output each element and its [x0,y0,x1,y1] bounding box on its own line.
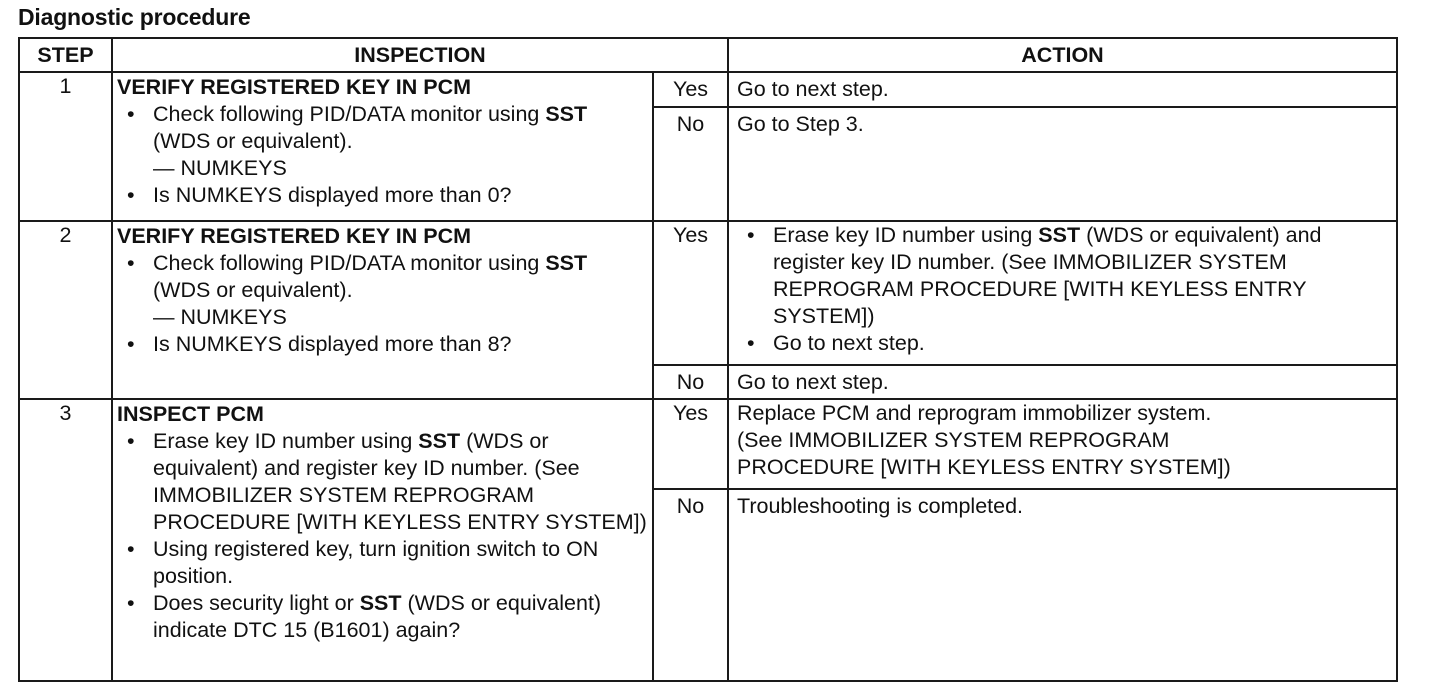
action-list [737,222,1390,357]
table-row [19,72,1397,107]
sub-item: — NUMKEYS [153,304,648,331]
page-title: Diagnostic procedure [18,4,251,30]
action-cell [728,221,1397,365]
list-item: • Check following PID/DATA monitor using SST (WDS or equivalent). — NUMKEYS [117,250,648,331]
list-item: • Erase key ID number using SST (WDS or equivalent) and register key ID number. (See IMMOBILIZER SYSTEM REPROGRAM PROCEDURE [WITH KEYLESS ENTRY SYSTEM]) [737,222,1390,330]
inspection-cell [112,399,653,681]
list-item: • Check following PID/DATA monitor using SST (WDS or equivalent). — NUMKEYS [117,101,648,182]
action-text: Troubleshooting is completed. [728,489,1397,681]
action-line: (See IMMOBILIZER SYSTEM REPROGRAM [737,428,1170,452]
list-item: • Erase key ID number using SST (WDS or equivalent) and register key ID number. (See IMMOBILIZER SYSTEM REPROGRAM PROCEDURE [WITH KEYLESS ENTRY SYSTEM]) [117,428,648,536]
step-number: 2 [19,221,112,399]
action-text: Go to next step. [728,72,1397,107]
action-text: Go to next step. [728,365,1397,399]
step-number: 1 [19,72,112,221]
inspection-cell [112,221,653,399]
yes-label: Yes [653,399,728,489]
header-step: STEP [19,38,112,72]
action-cell [728,399,1397,489]
header-row [19,38,1397,72]
inspection-list [117,250,648,358]
list-item: • Using registered key, turn ignition switch to ON position. [117,536,648,590]
list-item: • Does security light or SST (WDS or equivalent) indicate DTC 15 (B1601) again? [117,590,648,644]
action-line: PROCEDURE [WITH KEYLESS ENTRY SYSTEM]) [737,455,1231,479]
inspection-list [117,428,648,644]
inspection-cell [112,72,653,221]
action-line: Replace PCM and reprogram immobilizer system. [737,401,1212,425]
action-text: Go to Step 3. [728,107,1397,221]
table-row [19,399,1397,489]
header-inspection: INSPECTION [112,38,728,72]
inspection-heading: VERIFY REGISTERED KEY IN PCM [117,75,472,99]
list-item: • Is NUMKEYS displayed more than 0? [117,182,648,209]
diagnostic-table [18,37,1398,682]
table-row [19,221,1397,365]
inspection-heading: VERIFY REGISTERED KEY IN PCM [117,224,472,248]
inspection-list [117,101,648,209]
list-item: • Is NUMKEYS displayed more than 8? [117,331,648,358]
step-number: 3 [19,399,112,681]
inspection-heading: INSPECT PCM [117,402,264,426]
yes-label: Yes [653,221,728,365]
header-action: ACTION [728,38,1397,72]
sub-item: — NUMKEYS [153,155,648,182]
list-item: • Go to next step. [737,330,1390,357]
yes-label: Yes [653,72,728,107]
no-label: No [653,365,728,399]
no-label: No [653,489,728,681]
no-label: No [653,107,728,221]
